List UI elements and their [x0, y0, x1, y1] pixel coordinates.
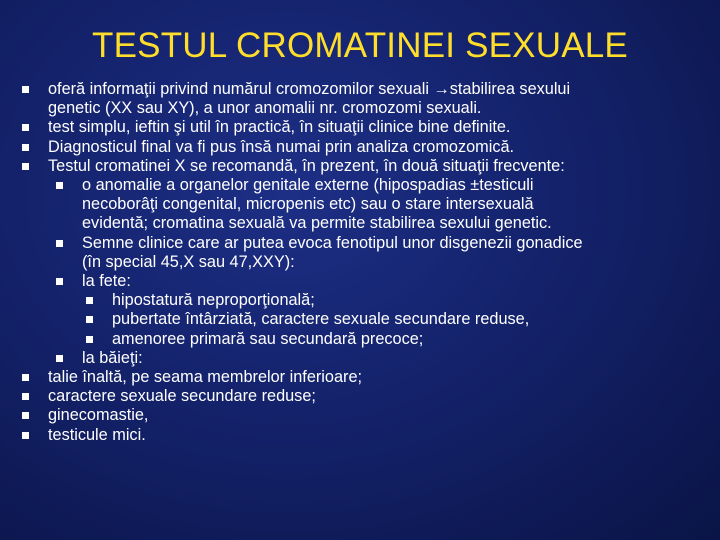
list-item: [22, 406, 712, 425]
square-bullet-icon: [86, 297, 93, 304]
list-item: [22, 234, 712, 272]
list-item: [22, 118, 712, 137]
list-item: [22, 272, 712, 291]
square-bullet-icon: [56, 355, 63, 362]
bullet-list: [22, 80, 712, 445]
list-item-text: talie înaltă, pe seama membrelor inferioare;: [48, 368, 363, 387]
list-item-text: testicule mici.: [48, 425, 146, 444]
list-item: [22, 291, 712, 310]
square-bullet-icon: [86, 316, 93, 323]
list-item: [22, 80, 712, 118]
square-bullet-icon: [56, 278, 63, 285]
square-bullet-icon: [22, 86, 29, 93]
square-bullet-icon: [22, 124, 29, 131]
square-bullet-icon: [22, 412, 29, 419]
list-item-text: caractere sexuale secundare reduse;: [48, 387, 316, 406]
list-item-text: test simplu, ieftin şi util în practică, în situaţii clinice bine definite.: [48, 118, 511, 137]
list-item-text: la fete:: [82, 272, 131, 291]
list-item-text: o anomalie a organelor genitale externe (hipospadias ±testiculi necoborâţi congenital, micropenis etc) sau o stare intersexuală evidentă; cromatina sexuală va permite stabilirea sexului genetic.: [82, 176, 552, 233]
list-item-text: ginecomastie,: [48, 406, 149, 425]
square-bullet-icon: [22, 144, 29, 151]
square-bullet-icon: [56, 240, 63, 247]
list-item-text: Diagnosticul final va fi pus însă numai prin analiza cromozomică.: [48, 137, 515, 156]
list-item: [22, 368, 712, 387]
list-item-text: pubertate întârziată, caractere sexuale secundare reduse,: [112, 310, 530, 329]
square-bullet-icon: [22, 393, 29, 400]
list-item: [22, 387, 712, 406]
square-bullet-icon: [22, 432, 29, 439]
list-item: [22, 310, 712, 329]
square-bullet-icon: [86, 336, 93, 343]
square-bullet-icon: [22, 374, 29, 381]
list-item-text: amenoree primară sau secundară precoce;: [112, 329, 424, 348]
list-item: [22, 426, 712, 445]
list-item: [22, 330, 712, 349]
square-bullet-icon: [22, 163, 29, 170]
list-item-text: Semne clinice care ar putea evoca fenotipul unor disgenezii gonadice (în special 45,X sau 47,XXY):: [82, 233, 583, 271]
list-item: [22, 138, 712, 157]
list-item-text: Testul cromatinei X se recomandă, în prezent, în două situaţii frecvente:: [48, 156, 565, 175]
list-item-text: oferă informaţii privind numărul cromozomilor sexuali →stabilirea sexului genetic (XX sau XY), a unor anomalii nr. cromozomi sexuali.: [48, 80, 571, 118]
square-bullet-icon: [56, 182, 63, 189]
list-item-text: la băieţi:: [82, 348, 143, 367]
slide-title: TESTUL CROMATINEI SEXUALE: [92, 26, 628, 65]
list-item-text: hipostatură neproporţională;: [112, 291, 315, 310]
list-item: [22, 157, 712, 176]
list-item: [22, 176, 712, 234]
list-item: [22, 349, 712, 368]
